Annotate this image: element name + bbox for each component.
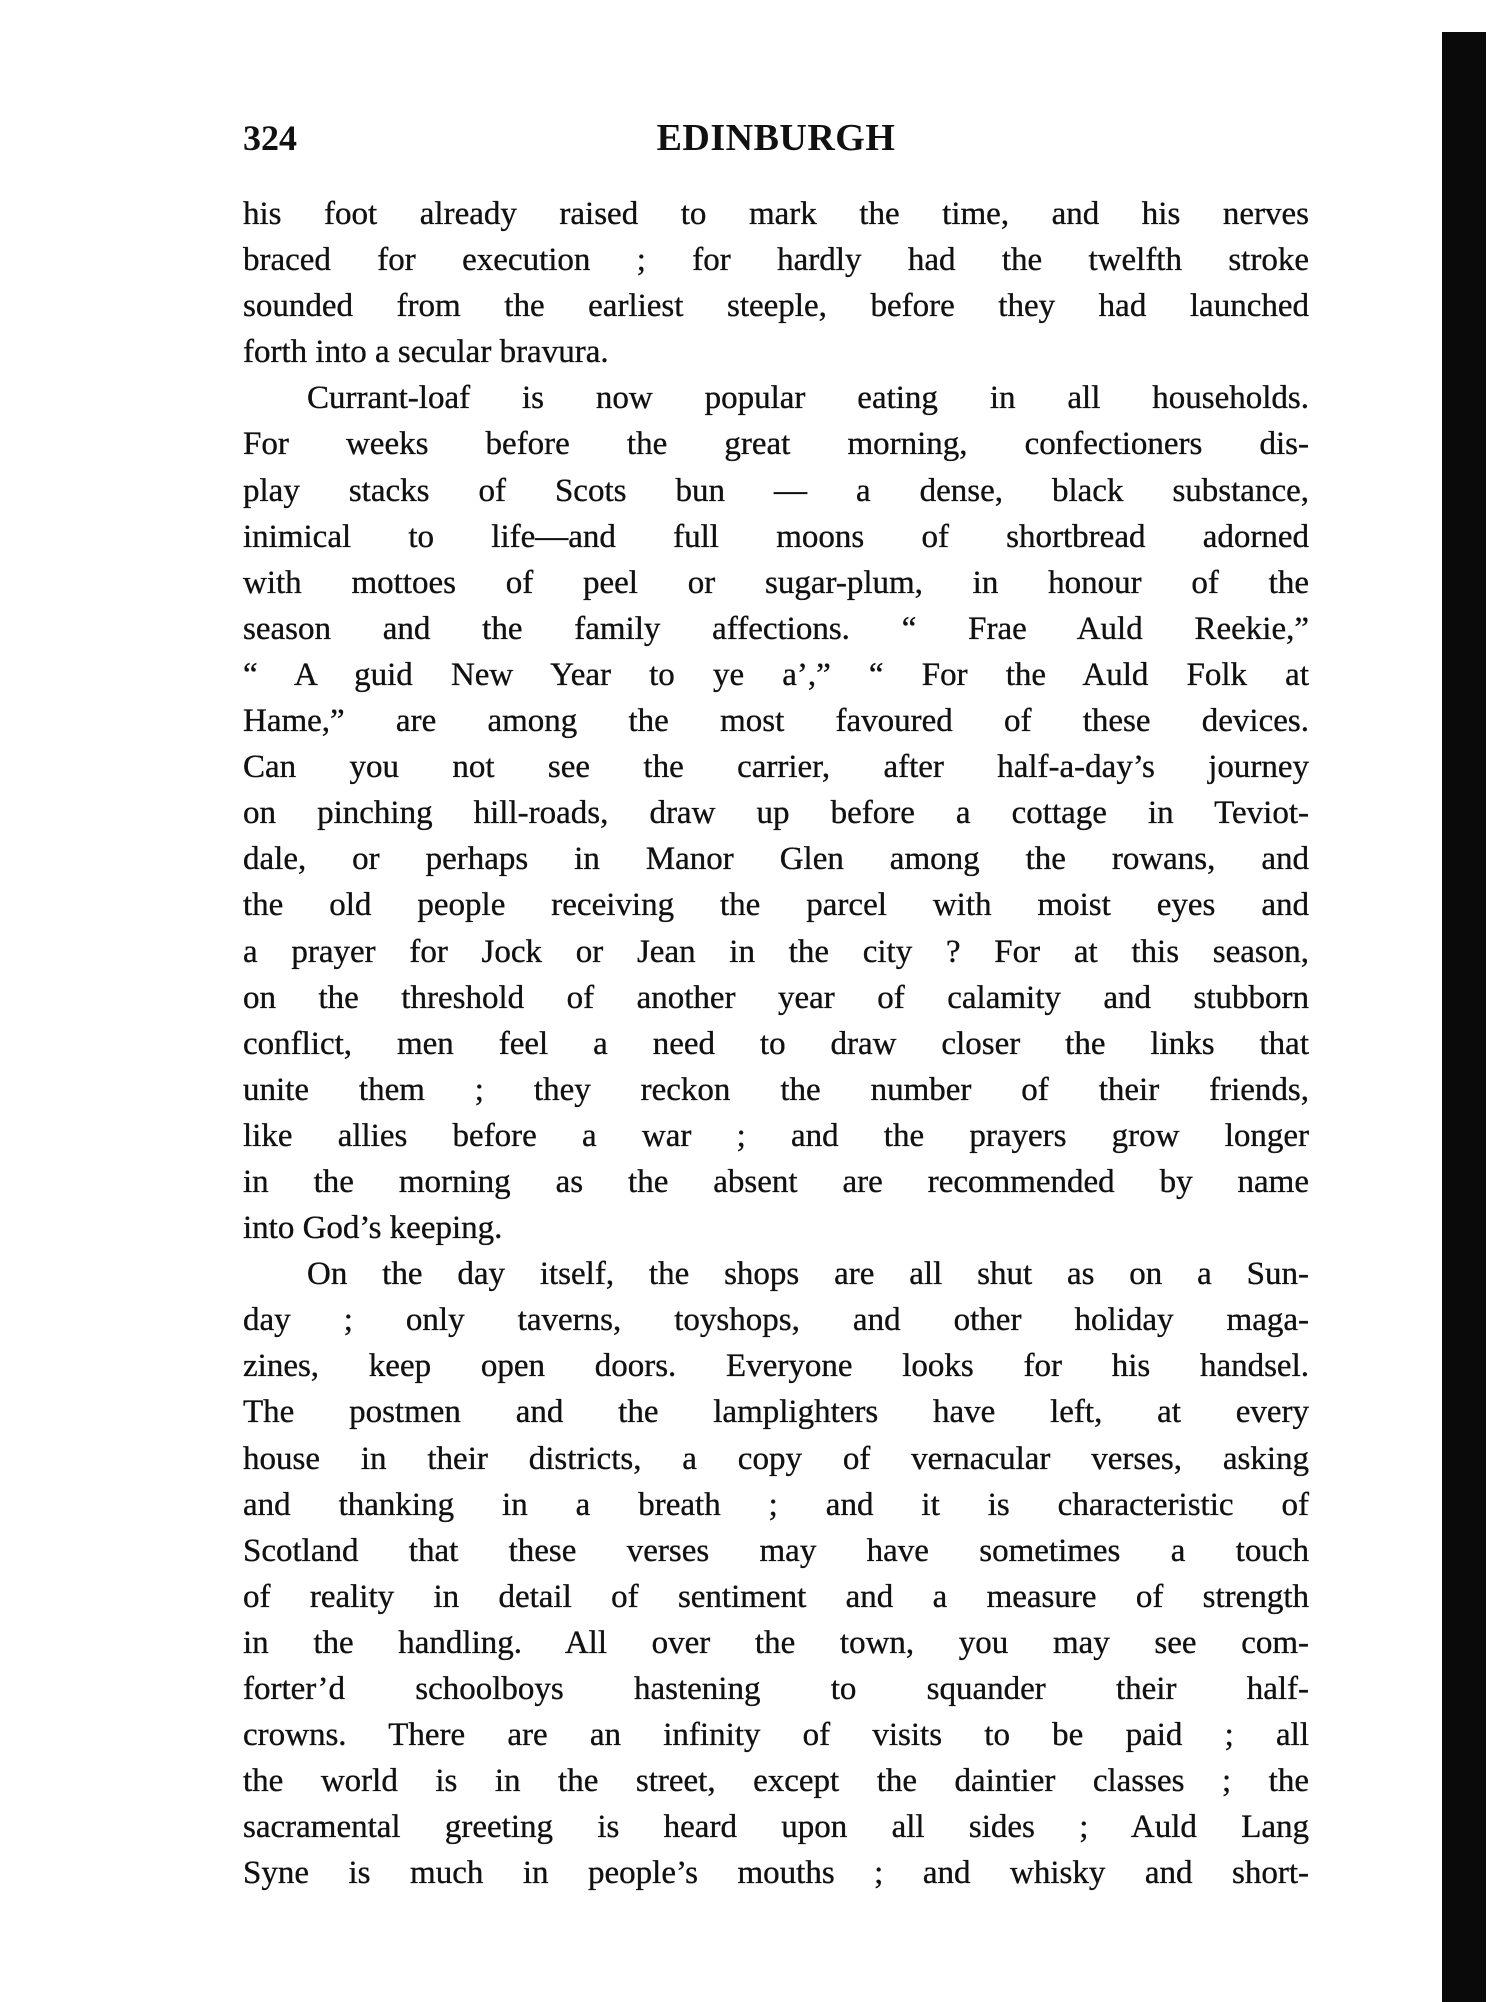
text-line: sacramental greeting is heard upon all sides ; Auld Lang <box>243 1809 1309 1846</box>
text-line: The postmen and the lamplighters have left, at every <box>243 1394 1309 1431</box>
body-text <box>243 191 1309 1896</box>
text-line: unite them ; they reckon the number of their friends, <box>243 1071 1309 1108</box>
text-line: on the threshold of another year of calamity and stubborn <box>243 979 1309 1016</box>
running-title: EDINBURGH <box>656 117 896 159</box>
text-line: On the day itself, the shops are all shut as on a Sun- <box>307 1256 1309 1293</box>
text-line: the world is in the street, except the daintier classes ; the <box>243 1763 1309 1800</box>
text-line: Hame,” are among the most favoured of these devices. <box>243 703 1309 740</box>
text-line: dale, or perhaps in Manor Glen among the rowans, and <box>243 841 1309 878</box>
page-number: 324 <box>243 118 297 158</box>
text-line: “ A guid New Year to ye a’,” “ For the Auld Folk at <box>243 656 1309 693</box>
text-line: like allies before a war ; and the prayers grow longer <box>243 1117 1309 1154</box>
text-line: day ; only taverns, toyshops, and other holiday maga- <box>243 1302 1309 1339</box>
text-line: forter’d schoolboys hastening to squander their half- <box>243 1671 1309 1707</box>
text-line: with mottoes of peel or sugar-plum, in honour of the <box>243 564 1309 601</box>
text-line: his foot already raised to mark the time, and his nerves <box>243 196 1309 232</box>
text-line: on pinching hill-roads, draw up before a cottage in Teviot- <box>243 795 1309 832</box>
text-line: play stacks of Scots bun — a dense, black substance, <box>243 472 1309 509</box>
text-line: Scotland that these verses may have sometimes a touch <box>243 1532 1309 1569</box>
text-line: forth into a secular bravura. <box>243 334 609 371</box>
text-line: season and the family affections. “ Frae Auld Reekie,” <box>243 610 1309 647</box>
text-line: inimical to life—and full moons of shortbread adorned <box>243 518 1309 555</box>
text-line: Currant-loaf is now popular eating in all households. <box>307 380 1309 417</box>
text-line: sounded from the earliest steeple, before they had launched <box>243 288 1309 325</box>
text-line: a prayer for Jock or Jean in the city ? For at this season, <box>243 933 1309 970</box>
text-line: and thanking in a breath ; and it is characteristic of <box>243 1486 1309 1523</box>
text-line: into God’s keeping. <box>243 1210 503 1247</box>
text-line: Can you not see the carrier, after half-a-day’s journey <box>243 749 1309 786</box>
page-edge-shadow <box>1442 32 1486 2002</box>
text-line: house in their districts, a copy of vernacular verses, asking <box>243 1440 1309 1477</box>
text-line: Syne is much in people’s mouths ; and whisky and short- <box>243 1855 1309 1892</box>
text-line: zines, keep open doors. Everyone looks for his handsel. <box>243 1348 1309 1385</box>
paragraph <box>243 1251 1309 1896</box>
text-line: of reality in detail of sentiment and a measure of strength <box>243 1578 1309 1615</box>
paragraph <box>243 375 1309 1251</box>
text-line: conflict, men feel a need to draw closer the links that <box>243 1025 1309 1062</box>
text-line: crowns. There are an infinity of visits to be paid ; all <box>243 1717 1309 1754</box>
text-line: in the morning as the absent are recommended by name <box>243 1163 1309 1200</box>
text-line: braced for execution ; for hardly had the twelfth stroke <box>243 242 1309 279</box>
text-line: For weeks before the great morning, confectioners dis- <box>243 426 1309 463</box>
text-line: in the handling. All over the town, you may see com- <box>243 1624 1309 1661</box>
text-line: the old people receiving the parcel with moist eyes and <box>243 887 1309 924</box>
paragraph <box>243 191 1309 375</box>
